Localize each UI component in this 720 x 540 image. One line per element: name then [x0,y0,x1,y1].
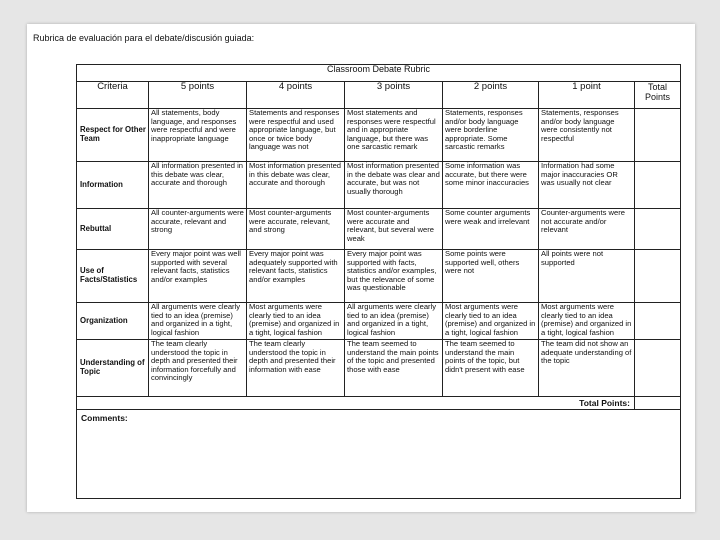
rubric-cell: Information had some major inaccuracies OR was usually not clear [539,162,635,209]
rubric-cell: Most counter-arguments were accurate and relevant, but several were weak [345,209,443,250]
rubric-cell: All counter-arguments were accurate, relevant and strong [149,209,247,250]
rubric-cell: The team did not show an adequate understanding of the topic [539,340,635,397]
rubric-cell: All information presented in this debate was clear, accurate and thorough [149,162,247,209]
score-cell[interactable] [635,340,681,397]
header-4-points: 4 points [247,82,345,109]
table-row [77,109,681,162]
rubric-cell: All statements, body language, and responses were respectful and were inappropriate language [149,109,247,162]
table-row [77,340,681,397]
rubric-cell: Every major point was adequately supported with relevant facts, statistics and/or examples [247,250,345,303]
comments-label[interactable]: Comments: [77,410,681,499]
rubric-cell: Some points were supported well, others were not [443,250,539,303]
header-1-point: 1 point [539,82,635,109]
criterion-label: Information [77,162,149,209]
rubric-cell: Statements and responses were respectful and used appropriate language, but once or twice body language was not [247,109,345,162]
header-criteria: Criteria [77,82,149,109]
rubric-cell: All arguments were clearly tied to an idea (premise) and organized in a tight, logical fashion [149,303,247,340]
rubric-cell: Most arguments were clearly tied to an idea (premise) and organized in a tight, logical fashion [443,303,539,340]
comments-row [77,410,681,499]
rubric-cell: The team seemed to understand the main points of the topic, but didn't present with ease [443,340,539,397]
header-total-points: Total Points [635,82,681,109]
rubric-cell: Some counter arguments were weak and irrelevant [443,209,539,250]
rubric-table [76,64,681,499]
criterion-label: Organization [77,303,149,340]
score-cell[interactable] [635,109,681,162]
criterion-label: Respect for Other Team [77,109,149,162]
total-points-label: Total Points: [77,397,635,410]
table-row [77,250,681,303]
score-cell[interactable] [635,209,681,250]
criterion-label: Understanding of Topic [77,340,149,397]
header-5-points: 5 points [149,82,247,109]
header-3-points: 3 points [345,82,443,109]
total-points-row [77,397,681,410]
rubric-cell: Most arguments were clearly tied to an idea (premise) and organized in a tight, logical fashion [539,303,635,340]
table-row [77,162,681,209]
rubric-cell: Statements, responses and/or body language were consistently not respectful [539,109,635,162]
page-title: Rubrica de evaluación para el debate/discusión guiada: [33,33,255,43]
rubric-cell: Every major point was supported with facts, statistics and/or examples, but the relevance of some was questionable [345,250,443,303]
table-title: Classroom Debate Rubric [77,65,681,82]
criterion-label: Rebuttal [77,209,149,250]
criterion-label: Use of Facts/Statistics [77,250,149,303]
rubric-cell: Some information was accurate, but there were some minor inaccuracies [443,162,539,209]
document-page [27,24,695,512]
rubric-cell: All points were not supported [539,250,635,303]
rubric-cell: The team seemed to understand the main points of the topic and presented those with ease [345,340,443,397]
table-row [77,303,681,340]
rubric-cell: All arguments were clearly tied to an idea (premise) and organized in a tight, logical fashion [345,303,443,340]
rubric-cell: Every major point was well supported with several relevant facts, statistics and/or examples [149,250,247,303]
rubric-cell: Most information presented in the debate was clear and accurate, but was not usually thorough [345,162,443,209]
rubric-cell: Most information presented in this debate was clear, accurate and thorough [247,162,345,209]
score-cell[interactable] [635,303,681,340]
rubric-cell: Statements, responses and/or body language were borderline appropriate. Some sarcastic remarks [443,109,539,162]
rubric-cell: The team clearly understood the topic in depth and presented their information forcefully and convincingly [149,340,247,397]
header-2-points: 2 points [443,82,539,109]
rubric-cell: Most arguments were clearly tied to an idea (premise) and organized in a tight, logical fashion [247,303,345,340]
total-points-cell[interactable] [635,397,681,410]
score-cell[interactable] [635,250,681,303]
rubric-cell: Most counter-arguments were accurate, relevant, and strong [247,209,345,250]
rubric-cell: The team clearly understood the topic in depth and presented their information with ease [247,340,345,397]
score-cell[interactable] [635,162,681,209]
table-row [77,209,681,250]
rubric-cell: Counter-arguments were not accurate and/or relevant [539,209,635,250]
rubric-cell: Most statements and responses were respectful and in appropriate language, but there was one sarcastic remark [345,109,443,162]
